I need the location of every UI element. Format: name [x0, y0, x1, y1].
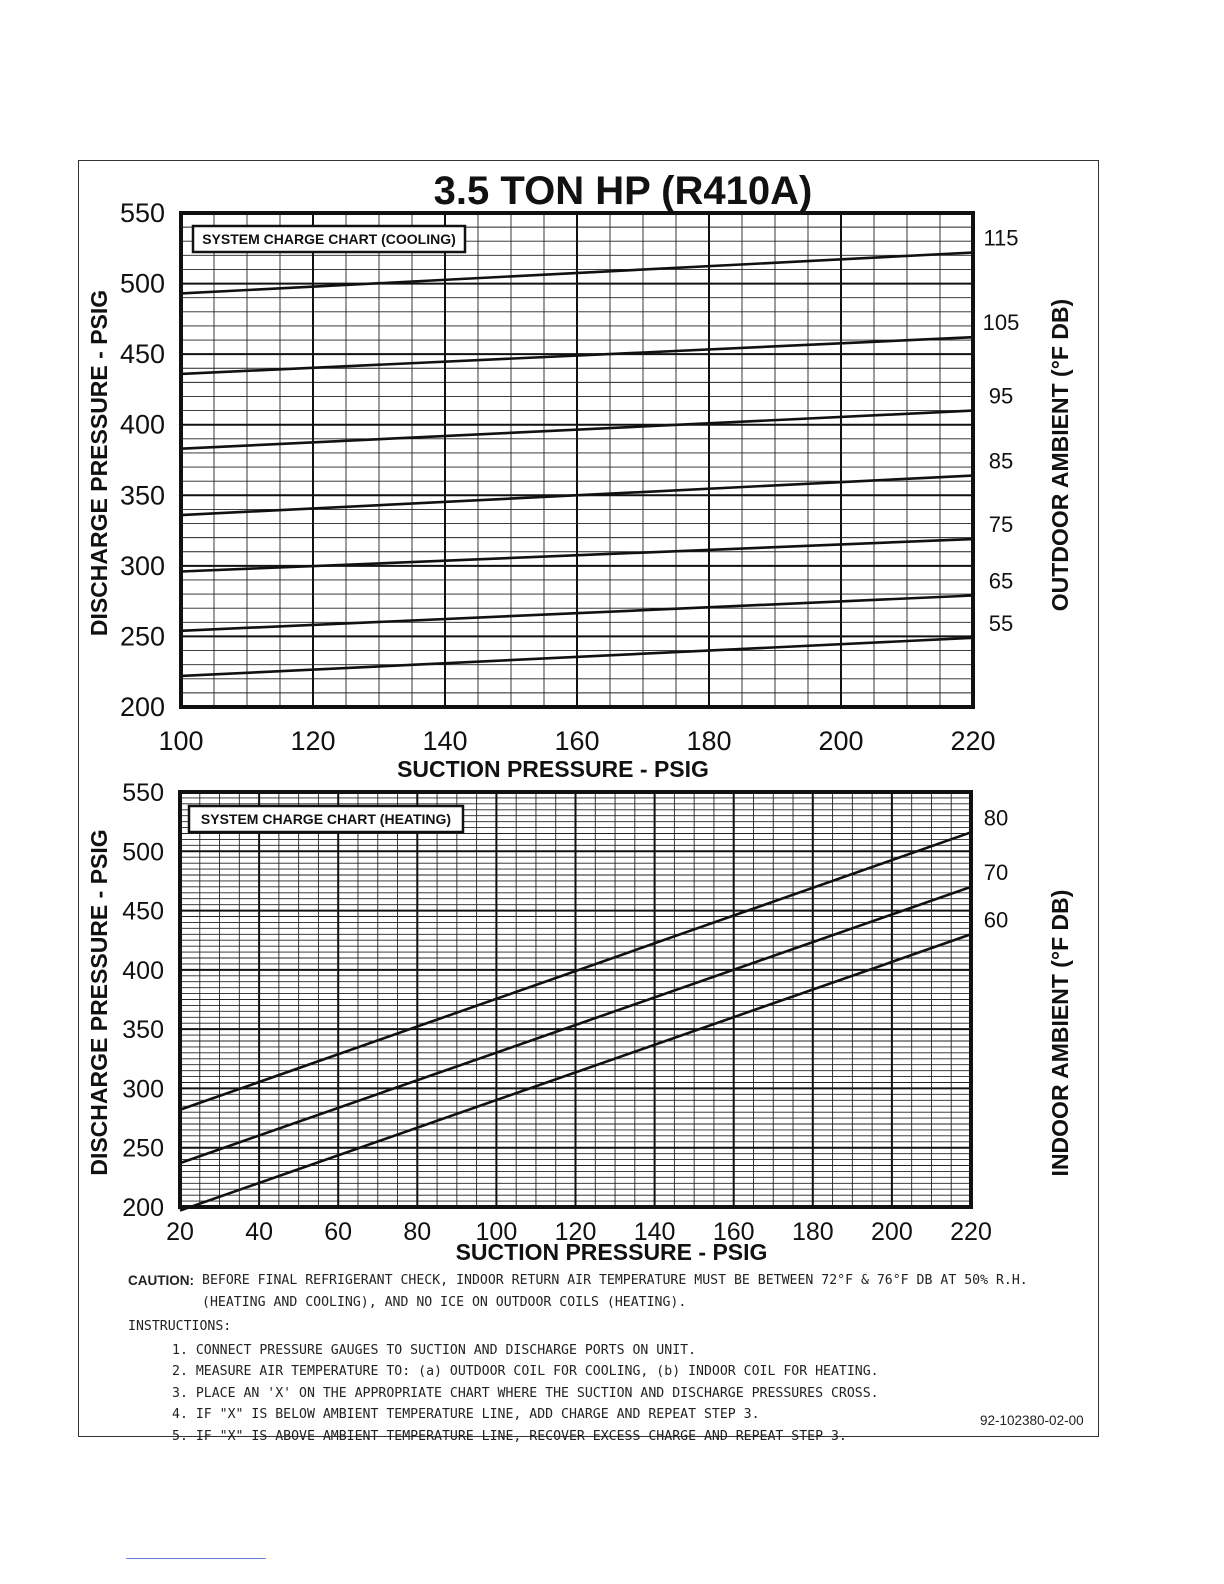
instruction-item: 2. MEASURE AIR TEMPERATURE TO: (a) OUTDOOR COIL FOR COOLING, (b) INDOOR COIL FOR HEATING.	[172, 1364, 879, 1379]
series-label: 95	[988, 383, 1014, 409]
instruction-item: 4. IF "X" IS BELOW AMBIENT TEMPERATURE LINE, ADD CHARGE AND REPEAT STEP 3.	[172, 1407, 760, 1422]
y-axis-label: DISCHARGE PRESSURE - PSIG	[86, 829, 112, 1176]
instruction-item: 1. CONNECT PRESSURE GAUGES TO SUCTION AND DISCHARGE PORTS ON UNIT.	[172, 1342, 697, 1358]
x-tick-label: 220	[950, 726, 996, 756]
x-tick-label: 180	[791, 1218, 834, 1246]
series-label: 70	[983, 859, 1009, 885]
y-tick-label: 350	[122, 1016, 164, 1045]
x-tick-label: 220	[950, 1218, 992, 1246]
inset-label: SYSTEM CHARGE CHART (COOLING)	[202, 231, 456, 247]
y-tick-label: 300	[119, 550, 165, 581]
y-tick-label: 500	[119, 268, 165, 299]
x-tick-label: 140	[422, 726, 468, 756]
x-tick-label: 20	[166, 1218, 194, 1246]
y2-axis-label: INDOOR AMBIENT (°F DB)	[1047, 889, 1073, 1177]
instructions-list	[172, 1340, 1088, 1448]
x-tick-label: 180	[686, 726, 732, 756]
x-tick-label: 160	[712, 1218, 755, 1246]
series-label: 65	[988, 568, 1014, 594]
notes-section	[128, 1270, 1088, 1447]
y-tick-label: 450	[122, 897, 164, 926]
caution-block	[128, 1270, 1088, 1313]
series-label: 55	[988, 610, 1014, 636]
x-tick-label: 200	[871, 1218, 913, 1246]
y-tick-label: 450	[119, 339, 165, 370]
x-tick-label: 160	[554, 726, 600, 756]
series-label: 115	[983, 225, 1019, 251]
y-axis-label: DISCHARGE PRESSURE - PSIG	[86, 289, 112, 637]
y-tick-label: 300	[122, 1075, 164, 1104]
main-title: 3.5 TON HP (R410A)	[433, 169, 813, 213]
caution-label: CAUTION:	[128, 1273, 194, 1288]
x-tick-label: 100	[158, 726, 204, 756]
series-label: 105	[982, 310, 1020, 336]
y2-axis-label: OUTDOOR AMBIENT (°F DB)	[1047, 298, 1073, 612]
x-tick-label: 100	[475, 1218, 518, 1246]
x-tick-label: 80	[403, 1218, 432, 1246]
y-tick-label: 500	[122, 838, 164, 867]
series-label: 85	[988, 448, 1014, 474]
series-label: 60	[983, 907, 1009, 933]
series-label: 75	[988, 512, 1014, 538]
x-tick-label: 200	[818, 726, 864, 756]
x-axis-label: SUCTION PRESSURE - PSIG	[397, 756, 709, 782]
instruction-item: 3. PLACE AN 'X' ON THE APPROPRIATE CHART WHERE THE SUCTION AND DISCHARGE PRESSURES CROSS.	[172, 1385, 879, 1401]
chart-heating	[86, 779, 1073, 1265]
instructions-title: INSTRUCTIONS:	[128, 1319, 232, 1334]
x-axis-label: SUCTION PRESSURE - PSIG	[455, 1239, 768, 1265]
y-tick-label: 550	[119, 198, 165, 228]
y-tick-label: 200	[122, 1194, 164, 1222]
x-tick-label: 40	[245, 1218, 274, 1246]
x-tick-label: 120	[290, 726, 336, 756]
y-tick-label: 250	[119, 621, 165, 652]
chart-cooling	[86, 198, 1073, 782]
document-number: 92-102380-02-00	[980, 1413, 1084, 1428]
y-tick-label: 350	[119, 480, 165, 511]
instruction-item: 5. IF "X" IS ABOVE AMBIENT TEMPERATURE LINE, RECOVER EXCESS CHARGE AND REPEAT STEP 3.	[172, 1428, 847, 1444]
y-tick-label: 400	[119, 409, 165, 440]
footer-rule	[126, 1558, 266, 1559]
y-tick-label: 250	[122, 1134, 164, 1163]
series-label: 80	[983, 805, 1009, 831]
x-tick-label: 60	[324, 1218, 353, 1246]
y-tick-label: 550	[122, 779, 164, 807]
inset-label: SYSTEM CHARGE CHART (HEATING)	[200, 811, 452, 827]
y-tick-label: 400	[122, 956, 164, 985]
caution-text: BEFORE FINAL REFRIGERANT CHECK, INDOOR RETURN AIR TEMPERATURE MUST BE BETWEEN 72°F & 76°F DB AT 50% R.H. (HEATING AND COOLING), AND NO ICE ON OUTDOOR COILS (HEATING).	[202, 1273, 1028, 1310]
x-tick-label: 120	[554, 1218, 597, 1246]
x-tick-label: 140	[633, 1218, 676, 1246]
y-tick-label: 200	[119, 692, 165, 722]
